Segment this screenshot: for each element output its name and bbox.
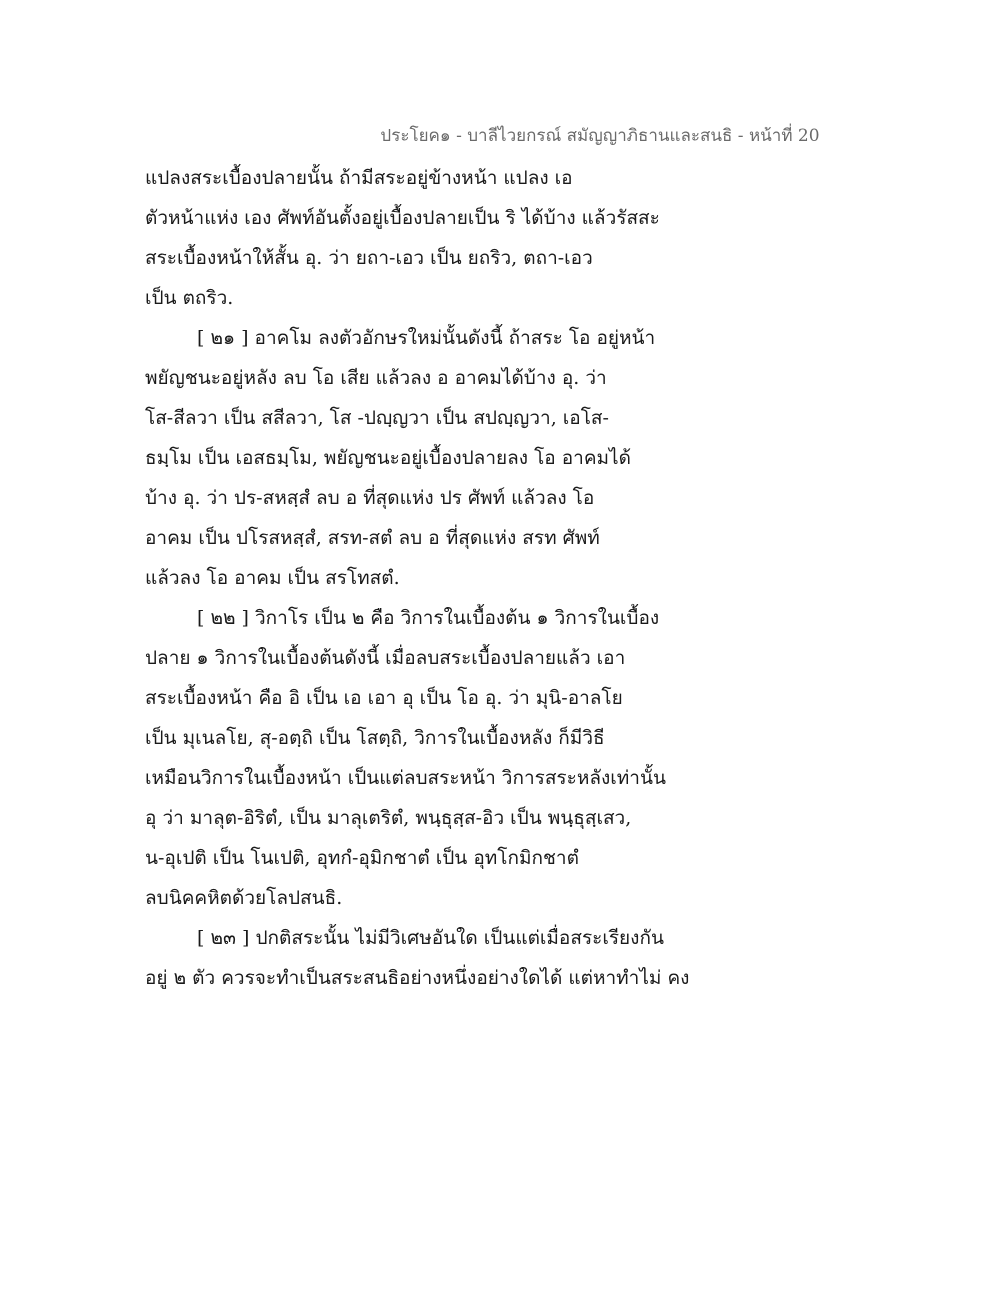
text-line: ลบนิคคหิตด้วยโลปสนธิ.: [145, 887, 343, 909]
page-body: [145, 158, 855, 998]
paragraph-23: [145, 918, 855, 998]
running-head-text: ประโยค๑ - บาลีไวยกรณ์ สมัญญาภิธานและสนธิ - หน้าที่ 20: [380, 126, 820, 146]
text-line: สระเบื้องหน้าให้สั้น อุ. ว่า ยถา-เอว เป็น ยถริว, ตถา-เอว: [145, 247, 593, 269]
text-line: น-อุเปติ เป็น โนเปติ, อุทกํ-อุมิกชาตํ เป็น อุทโกมิกชาตํ: [145, 847, 579, 869]
text-line: เป็น ตถริว.: [145, 287, 234, 309]
text-line: [ ๒๒ ] วิกาโร เป็น ๒ คือ วิการในเบื้องต้น ๑ วิการในเบื้อง: [197, 607, 660, 629]
text-line: พยัญชนะอยู่หลัง ลบ โอ เสีย แล้วลง อ อาคมได้บ้าง อุ. ว่า: [145, 367, 607, 389]
running-head: [0, 122, 1000, 149]
text-line: [ ๒๓ ] ปกติสระนั้น ไม่มีวิเศษอันใด เป็นแต่เมื่อสระเรียงกัน: [197, 927, 664, 949]
text-line: ปลาย ๑ วิการในเบื้องต้นดังนี้ เมื่อลบสระเบื้องปลายแล้ว เอา: [145, 647, 626, 669]
text-line: เหมือนวิการในเบื้องหน้า เป็นแต่ลบสระหน้า วิการสระหลังเท่านั้น: [145, 767, 666, 789]
text-line: ธมฺโม เป็น เอสธมฺโม, พยัญชนะอยู่เบื้องปลายลง โอ อาคมได้: [145, 447, 631, 469]
paragraph-22: [145, 598, 855, 918]
text-line: แล้วลง โอ อาคม เป็น สรโทสตํ.: [145, 567, 400, 589]
text-line: [ ๒๑ ] อาคโม ลงตัวอักษรใหม่นั้นดังนี้ ถ้าสระ โอ อยู่หน้า: [197, 327, 656, 349]
text-line: สระเบื้องหน้า คือ อิ เป็น เอ เอา อุ เป็น โอ อุ. ว่า มุนิ-อาลโย: [145, 687, 623, 709]
paragraph-continuation: [145, 158, 855, 318]
text-line: เป็น มุเนลโย, สุ-อตฺถิ เป็น โสตฺถิ, วิการในเบื้องหลัง ก็มีวิธี: [145, 727, 605, 749]
text-line: อุ ว่า มาลุต-อิริตํ, เป็น มาลุเตริตํ, พนฺธุสฺส-อิว เป็น พนฺธุสฺเสว,: [145, 807, 632, 829]
text-line: โส-สีลวา เป็น สสีลวา, โส -ปญฺญวา เป็น สปญฺญวา, เอโส-: [145, 407, 609, 429]
text-line: อยู่ ๒ ตัว ควรจะทำเป็นสระสนธิอย่างหนึ่งอย่างใดได้ แต่หาทำไม่ คง: [145, 967, 690, 989]
text-line: แปลงสระเบื้องปลายนั้น ถ้ามีสระอยู่ข้างหน้า แปลง เอ: [145, 167, 573, 189]
paragraph-21: [145, 318, 855, 598]
text-line: อาคม เป็น ปโรสหสฺสํ, สรท-สตํ ลบ อ ที่สุดแห่ง สรท ศัพท์: [145, 527, 600, 549]
text-line: บ้าง อุ. ว่า ปร-สหสฺสํ ลบ อ ที่สุดแห่ง ปร ศัพท์ แล้วลง โอ: [145, 487, 595, 509]
text-line: ตัวหน้าแห่ง เอง ศัพท์อันตั้งอยู่เบื้องปลายเป็น ริ ได้บ้าง แล้วรัสสะ: [145, 207, 660, 229]
